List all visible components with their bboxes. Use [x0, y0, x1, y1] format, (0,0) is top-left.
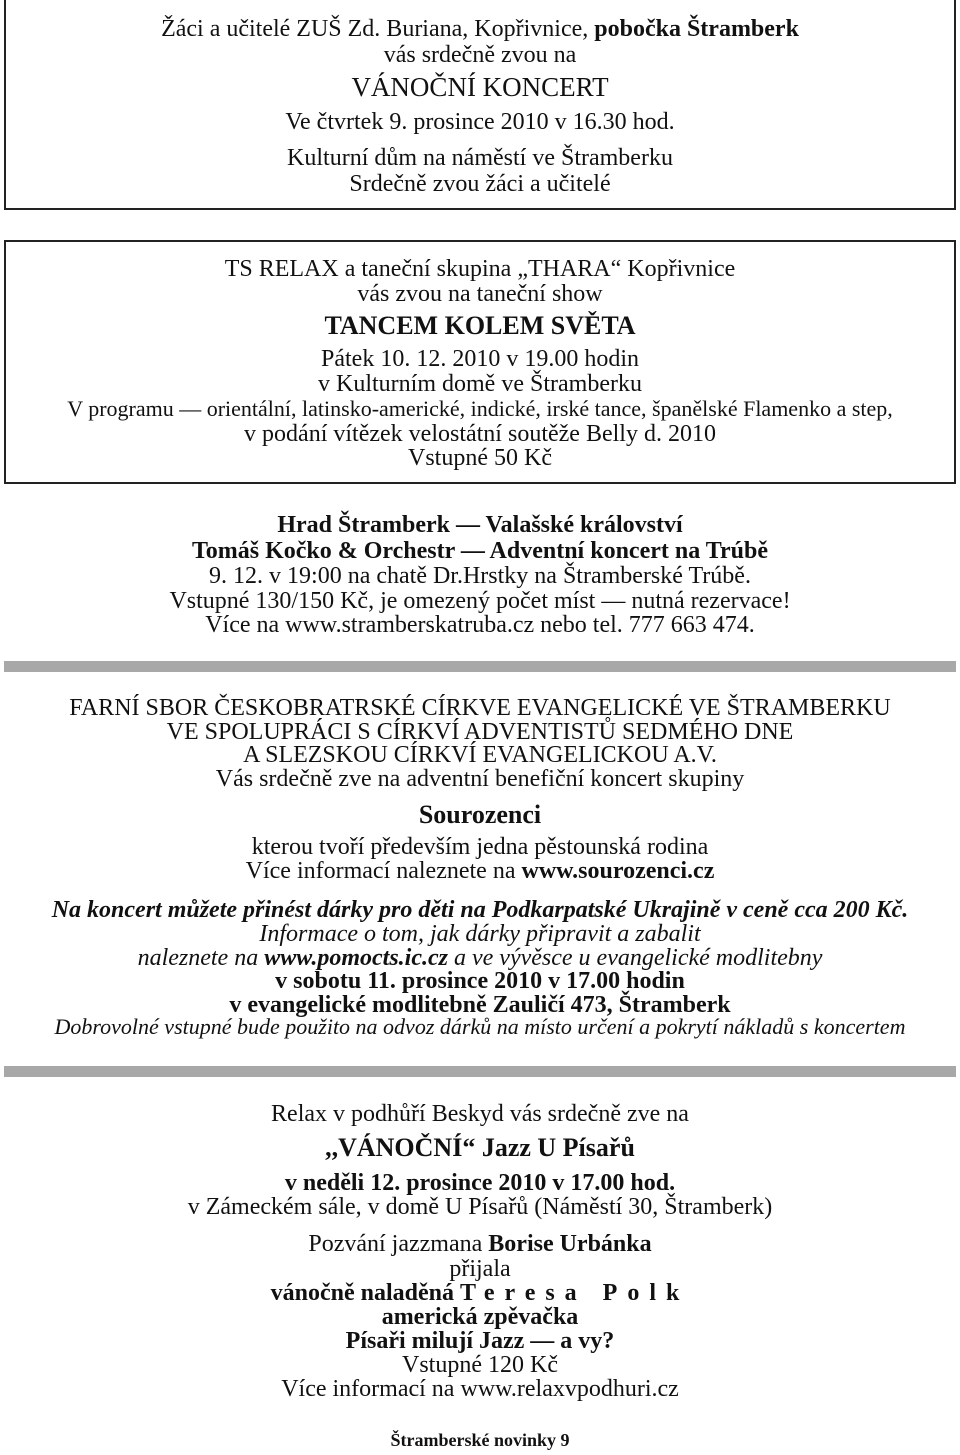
sourozenci-link[interactable]: www.sourozenci.cz: [521, 858, 715, 884]
jazz-line-4-text: Pozvání jazzmana: [308, 1231, 489, 1257]
zus-line-1-text: Žáci a učitelé ZUŠ Zd. Buriana, Kopřivnice,: [161, 16, 595, 42]
jazz-line-9: Vstupné 120 Kč: [402, 1352, 558, 1378]
zus-line-3: Ve čtvrtek 9. prosince 2010 v 16.30 hod.: [285, 109, 675, 135]
dance-line-5: V programu — orientální, latinsko-americké, indické, irské tance, španělské Flamenko a step,: [67, 396, 893, 421]
dance-line-3: Pátek 10. 12. 2010 v 19.00 hodin: [321, 346, 639, 372]
zus-line-1: [0, 16, 960, 42]
farni-line-8: Informace o tom, jak dárky připravit a zabalit: [259, 921, 701, 947]
zus-title: VÁNOČNÍ KONCERT: [351, 72, 609, 102]
dance-line-2: vás zvou na taneční show: [357, 281, 603, 307]
farni-line-11: v evangelické modlitebně Zauličí 473, Štramberk: [229, 992, 731, 1018]
farni-line-1: FARNÍ SBOR ČESKOBRATRSKÉ CÍRKVE EVANGELICKÉ VE ŠTRAMBERKU: [69, 695, 891, 721]
zus-line-1-bold: pobočka Štramberk: [594, 16, 799, 42]
hrad-line-4: Vstupné 130/150 Kč, je omezený počet míst — nutná rezervace!: [169, 588, 791, 614]
farni-line-9-text-2: a ve vývěsce u evangelické modlitebny: [447, 945, 823, 971]
teresa-polk-name: Teresa Polk: [460, 1280, 690, 1306]
hrad-line-1: Hrad Štramberk — Valašské království: [277, 512, 683, 538]
pomocts-link[interactable]: www.pomocts.ic.cz: [264, 945, 448, 971]
zus-line-2: vás srdečně zvou na: [383, 42, 577, 68]
jazz-line-2: v neděli 12. prosince 2010 v 17.00 hod.: [284, 1170, 676, 1196]
farni-line-3: A SLEZSKOU CÍRKVÍ EVANGELICKOU A.V.: [243, 742, 717, 768]
jazz-line-7: americká zpěvačka: [381, 1304, 579, 1330]
page-footer: Štramberské novinky 9: [390, 1430, 570, 1450]
farni-line-9-text: naleznete na: [137, 945, 265, 971]
divider-1: [4, 661, 956, 672]
jazz-title: ,,VÁNOČNÍ“ Jazz U Písařů: [325, 1133, 635, 1162]
farni-line-2: VE SPOLUPRÁCI S CÍRKVÍ ADVENTISTŮ SEDMÉHO DNE: [166, 719, 794, 745]
jazz-line-4-bold: Borise Urbánka: [488, 1231, 652, 1257]
jazz-line-8: Písaři milují Jazz — a vy?: [345, 1328, 615, 1354]
farni-line-6-text: Více informací naleznete na: [245, 858, 522, 884]
jazz-line-6: [0, 1280, 960, 1306]
farni-line-10: v sobotu 11. prosince 2010 v 17.00 hodin: [275, 968, 685, 994]
dance-line-4: v Kulturním domě ve Štramberku: [318, 371, 642, 397]
divider-2: [4, 1066, 956, 1077]
farni-line-7: Na koncert můžete přinést dárky pro děti na Podkarpatské Ukrajině v ceně cca 200 Kč.: [51, 897, 909, 923]
jazz-line-4: [0, 1231, 960, 1257]
dance-line-1: TS RELAX a taneční skupina „THARA“ Kopřivnice: [224, 256, 736, 282]
hrad-line-3: 9. 12. v 19:00 na chatě Dr.Hrstky na Štramberské Trúbě.: [209, 563, 751, 589]
hrad-line-2: Tomáš Kočko & Orchestr — Adventní koncert na Trúbě: [191, 538, 769, 564]
jazz-line-1: Relax v podhůří Beskyd vás srdečně zve na: [271, 1101, 689, 1127]
dance-title: TANCEM KOLEM SVĚTA: [324, 311, 636, 340]
hrad-line-5: Více na www.stramberskatruba.cz nebo tel. 777 663 474.: [205, 612, 755, 638]
zus-line-4: Kulturní dům na náměstí ve Štramberku: [287, 145, 673, 171]
jazz-line-6-text: vánočně naladěná: [270, 1280, 461, 1306]
farni-line-4: Vás srdečně zve na adventní benefiční koncert skupiny: [215, 766, 745, 792]
jazz-line-10: Více informací na www.relaxvpodhuri.cz: [281, 1376, 679, 1402]
zus-line-5: Srdečně zvou žáci a učitelé: [349, 171, 611, 197]
sourozenci-title: Sourozenci: [418, 800, 542, 829]
farni-line-6: [0, 858, 960, 884]
farni-line-5: kterou tvoří především jedna pěstounská rodina: [251, 834, 709, 860]
dance-line-7: Vstupné 50 Kč: [408, 445, 552, 471]
jazz-line-5: přijala: [449, 1256, 511, 1282]
dance-line-6: v podání vítězek velostátní soutěže Belly d. 2010: [244, 421, 716, 447]
farni-line-12: Dobrovolné vstupné bude použito na odvoz dárků na místo určení a pokrytí nákladů s koncertem: [54, 1014, 906, 1039]
jazz-line-3: v Zámeckém sále, v domě U Písařů (Náměstí 30, Štramberk): [187, 1194, 773, 1220]
